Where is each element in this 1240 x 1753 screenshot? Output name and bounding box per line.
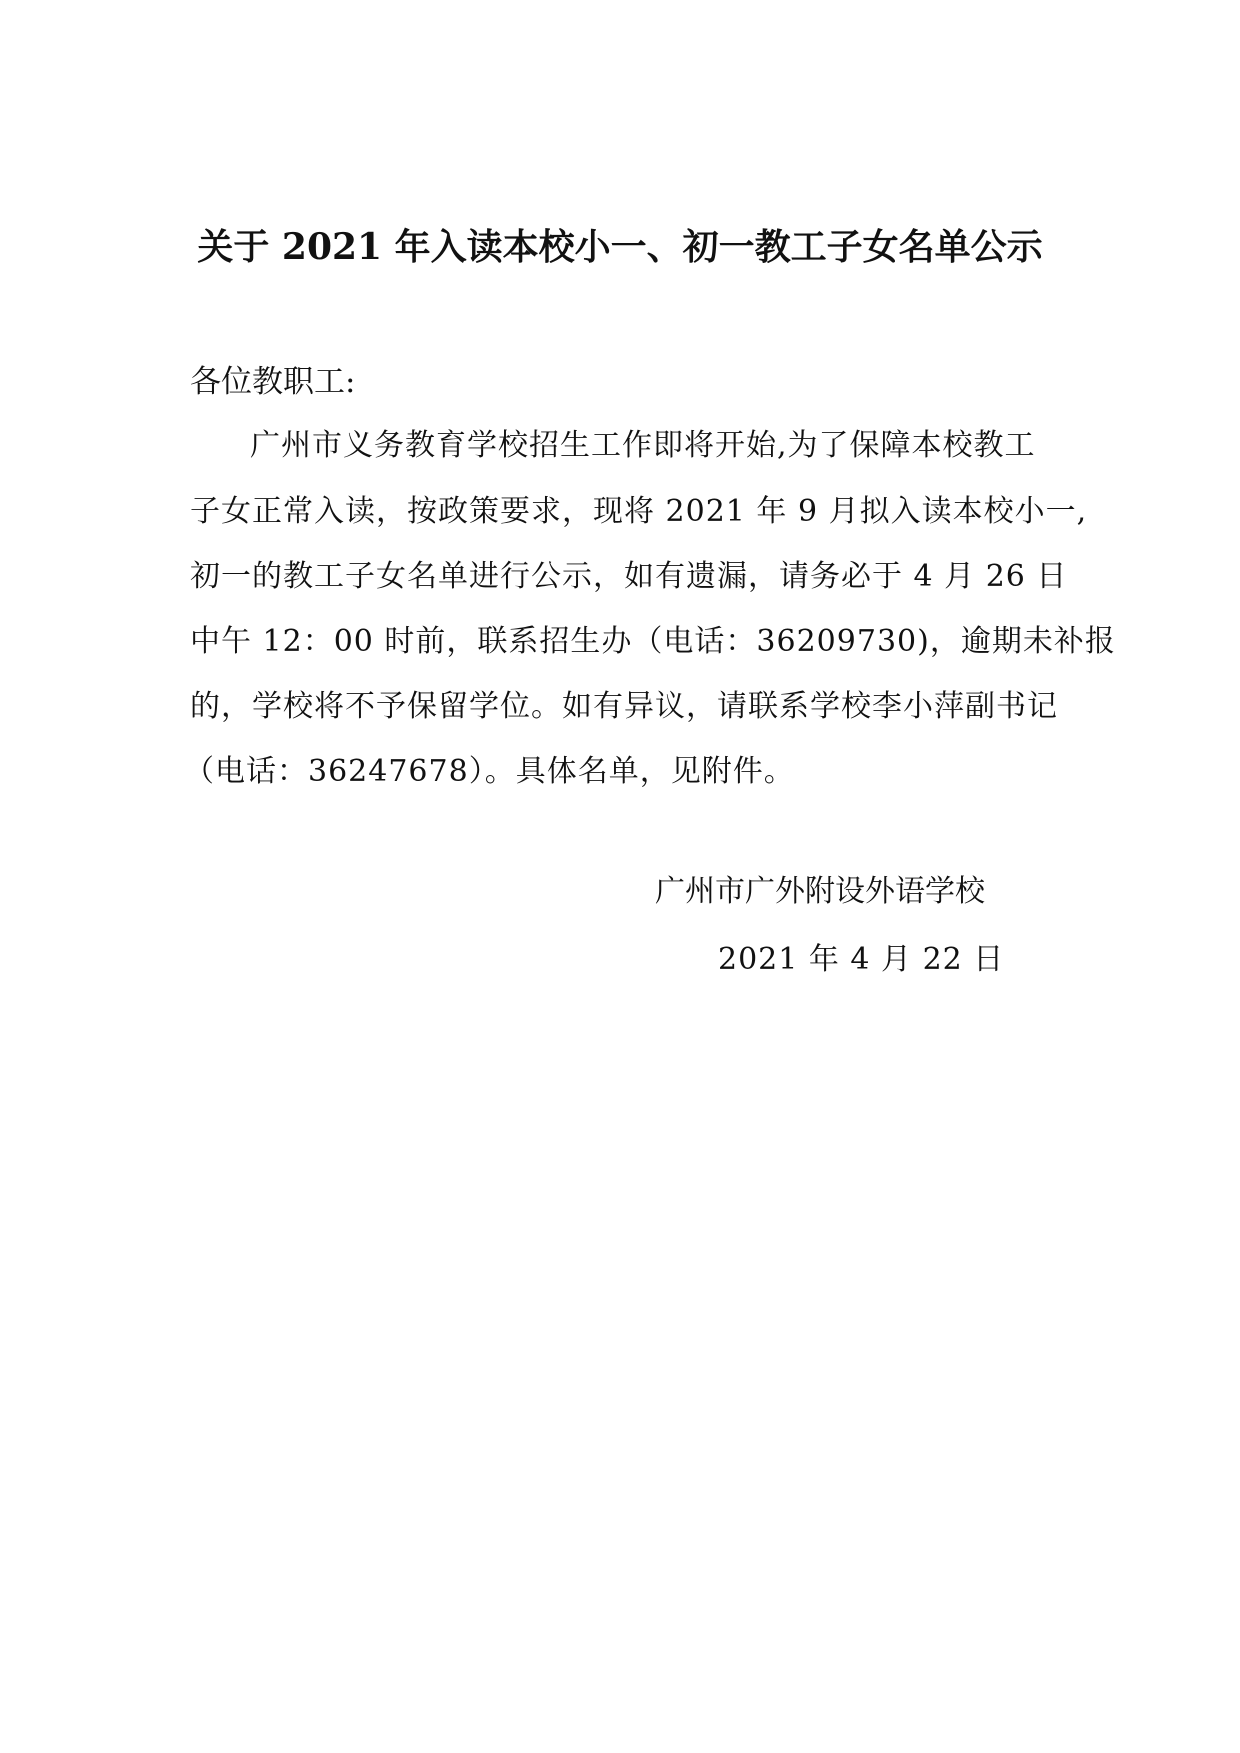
body-line: 中午 12：00 时前，联系招生办（电话：36209730)，逾期未补报 xyxy=(190,624,1116,659)
issue-date: 2021 年 4 月 22 日 xyxy=(718,942,1005,977)
body-line: 广州市义务教育学校招生工作即将开始,为了保障本校教工 xyxy=(250,428,1036,463)
document-title: 关于 2021 年入读本校小一、初一教工子女名单公示 xyxy=(197,226,1043,268)
salutation: 各位教职工: xyxy=(190,364,356,400)
body-line: 子女正常入读，按政策要求，现将 2021 年 9 月拟入读本校小一, xyxy=(190,494,1088,529)
body-line: 的，学校将不予保留学位。如有异议，请联系学校李小萍副书记 xyxy=(190,689,1058,724)
body-line: 初一的教工子女名单进行公示，如有遗漏，请务必于 4 月 26 日 xyxy=(190,559,1068,594)
body-line: （电话：36247678）。具体名单，见附件。 xyxy=(184,754,795,789)
issuer-signature: 广州市广外附设外语学校 xyxy=(655,874,985,909)
